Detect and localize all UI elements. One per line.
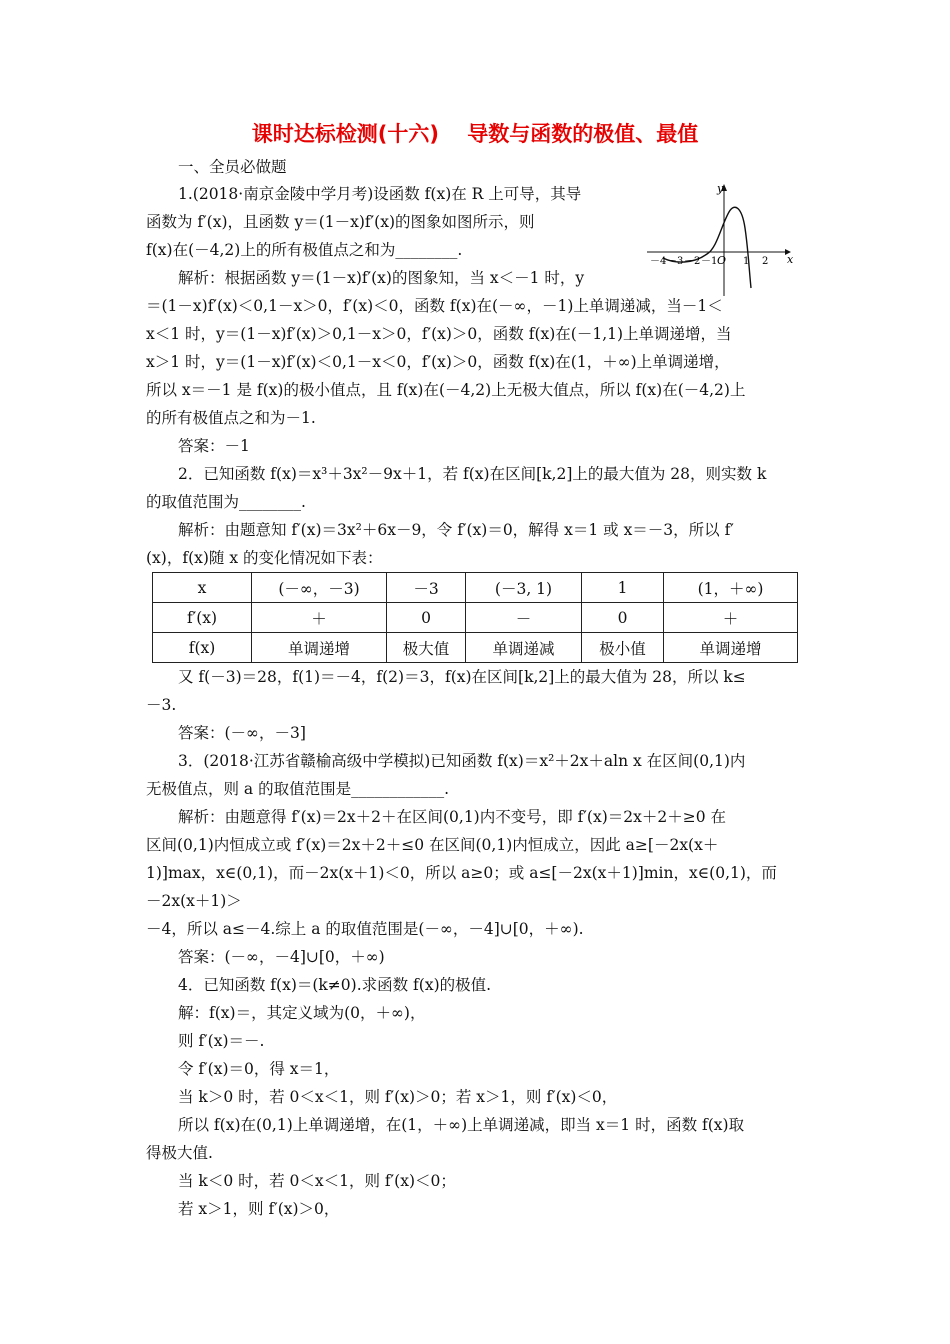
text-line: －4，所以 a≤－4.综上 a 的取值范围是(－∞，－4]∪[0，＋∞). bbox=[146, 920, 584, 938]
answer-line: 答案：－1 bbox=[178, 437, 250, 455]
y-axis-label: y bbox=[717, 182, 724, 195]
text-line: 解析：由题意知 f′(x)＝3x²＋6x－9，令 f′(x)＝0，解得 x＝1 或 x＝－3，所以 f′ bbox=[178, 521, 734, 539]
table-cell: －3 bbox=[387, 573, 466, 603]
tick-label: －1 bbox=[701, 256, 718, 267]
function-graph bbox=[645, 178, 795, 298]
text-line: 得极大值. bbox=[146, 1144, 213, 1162]
text-line: －2x(x＋1)＞ bbox=[146, 892, 242, 910]
text-line: 函数为 f′(x)，且函数 y＝(1－x)f′(x)的图象如图所示，则 bbox=[146, 213, 535, 231]
text-line: f(x)在(－4,2)上的所有极值点之和为________. bbox=[146, 241, 463, 259]
text-line: 3．(2018·江苏省赣榆高级中学模拟)已知函数 f(x)＝x²＋2x＋aln x 在区间(0,1)内 bbox=[178, 752, 746, 770]
table-cell: 极小值 bbox=[582, 633, 664, 663]
table-cell: 单调递增 bbox=[252, 633, 387, 663]
text-line: x＞1 时，y＝(1－x)f′(x)＜0,1－x＜0，f′(x)＞0，函数 f(x)在(1，＋∞)上单调递增， bbox=[146, 353, 730, 371]
text-line: 当 k＞0 时，若 0＜x＜1，则 f′(x)＞0；若 x＞1，则 f′(x)＜0， bbox=[178, 1088, 618, 1106]
text-line: 1.(2018·南京金陵中学月考)设函数 f(x)在 R 上可导，其导 bbox=[178, 185, 582, 203]
table-row bbox=[153, 603, 798, 633]
text-line: 所以 x＝－1 是 f(x)的极小值点，且 f(x)在(－4,2)上无极大值点，所以 f(x)在(－4,2)上 bbox=[146, 381, 746, 399]
table-cell: (－3, 1) bbox=[466, 573, 582, 603]
text-line: x＜1 时，y＝(1－x)f′(x)＞0,1－x＞0，f′(x)＞0，函数 f(x)在(－1,1)上单调递增，当 bbox=[146, 325, 732, 343]
table-cell: ＋ bbox=[252, 603, 387, 633]
text-line: 令 f′(x)＝0，得 x＝1， bbox=[178, 1060, 340, 1078]
table-cell: (－∞，－3) bbox=[252, 573, 387, 603]
table-cell: x bbox=[153, 573, 252, 603]
table-cell: 极大值 bbox=[387, 633, 466, 663]
text-line: 的所有极值点之和为－1. bbox=[146, 409, 316, 427]
text-line: 又 f(－3)＝28，f(1)＝－4，f(2)＝3，f(x)在区间[k,2]上的最大值为 28，所以 k≤ bbox=[178, 668, 746, 686]
text-line: －3. bbox=[146, 696, 177, 714]
table-cell: 0 bbox=[582, 603, 664, 633]
function-curve bbox=[663, 207, 751, 288]
tick-label: －4 bbox=[650, 256, 667, 267]
table-cell: ＋ bbox=[664, 603, 798, 633]
text-line: 解析：由题意得 f′(x)＝2x＋2＋在区间(0,1)内不变号，即 f′(x)＝2x＋2＋≥0 在 bbox=[178, 808, 726, 826]
page-title: 课时达标检测(十六) 导数与函数的极值、最值 bbox=[251, 122, 699, 146]
text-line: ＝(1－x)f′(x)＜0,1－x＞0，f′(x)＜0，函数 f(x)在(－∞，－1)上单调递减，当－1＜ bbox=[146, 297, 723, 315]
text-line: 解：f(x)＝，其定义域为(0，＋∞)， bbox=[178, 1004, 426, 1022]
table-row bbox=[153, 573, 798, 603]
origin-label: O bbox=[717, 254, 727, 267]
tick-label: －2 bbox=[684, 256, 701, 267]
text-line: 无极值点，则 a 的取值范围是____________. bbox=[146, 780, 450, 798]
text-line: 所以 f(x)在(0,1)上单调递增，在(1，＋∞)上单调递减，即当 x＝1 时，函数 f(x)取 bbox=[178, 1116, 745, 1134]
table-row bbox=[153, 633, 798, 663]
text-line: 若 x＞1，则 f′(x)＞0， bbox=[178, 1200, 340, 1218]
answer-line: 答案：(－∞，－3] bbox=[178, 724, 306, 742]
tick-label: 2 bbox=[762, 256, 769, 267]
text-line: 则 f′(x)＝－. bbox=[178, 1032, 265, 1050]
text-line: 的取值范围为________. bbox=[146, 493, 306, 511]
text-line: 区间(0,1)内恒成立或 f′(x)＝2x＋2＋≤0 在区间(0,1)内恒成立，因此 a≥[－2x(x＋ bbox=[146, 836, 719, 854]
section-heading: 一、全员必做题 bbox=[178, 158, 287, 176]
table-cell: － bbox=[466, 603, 582, 633]
tick-label: －3 bbox=[667, 256, 684, 267]
text-line: (x)，f(x)随 x 的变化情况如下表： bbox=[146, 549, 383, 567]
table-cell: f(x) bbox=[153, 633, 252, 663]
text-line: 4．已知函数 f(x)＝(k≠0).求函数 f(x)的极值. bbox=[178, 976, 492, 994]
table-cell: 0 bbox=[387, 603, 466, 633]
table-cell: 单调递增 bbox=[664, 633, 798, 663]
tick-label: 1 bbox=[743, 256, 750, 267]
answer-line: 答案：(－∞，－4]∪[0，＋∞) bbox=[178, 948, 385, 966]
table-cell: 1 bbox=[582, 573, 664, 603]
table-cell: (1，＋∞) bbox=[664, 573, 798, 603]
text-line: 当 k＜0 时，若 0＜x＜1，则 f′(x)＜0； bbox=[178, 1172, 456, 1190]
text-line: 2．已知函数 f(x)＝x³＋3x²－9x＋1，若 f(x)在区间[k,2]上的最大值为 28，则实数 k bbox=[178, 465, 767, 483]
text-line: 1)]max，x∈(0,1)，而－2x(x＋1)＜0，所以 a≥0；或 a≤[－2x(x＋1)]min，x∈(0,1)，而 bbox=[146, 864, 777, 882]
variation-table bbox=[152, 572, 798, 663]
text-line: 解析：根据函数 y＝(1－x)f′(x)的图象知，当 x＜－1 时，y bbox=[178, 269, 585, 287]
x-axis-label: x bbox=[787, 253, 794, 266]
table-cell: 单调递减 bbox=[466, 633, 582, 663]
table-cell: f′(x) bbox=[153, 603, 252, 633]
